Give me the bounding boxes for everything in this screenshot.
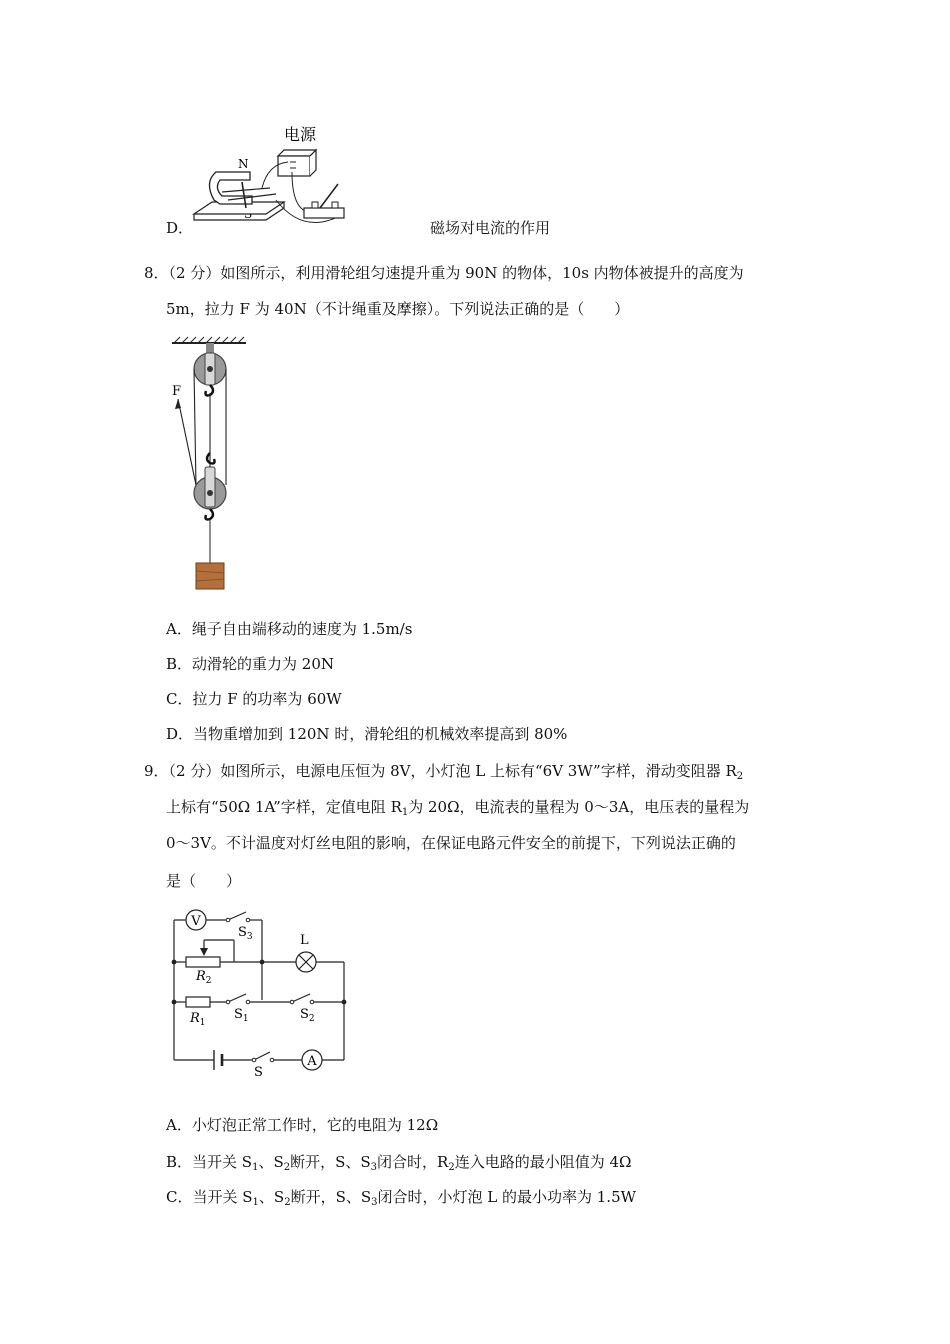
switch-s-blade xyxy=(254,1052,270,1060)
ammeter-label: A xyxy=(307,1054,317,1069)
n-pole-label: N xyxy=(238,157,249,171)
s3-label: $S_3$ xyxy=(238,925,253,942)
s1-label: $S_1$ xyxy=(234,1007,249,1024)
q9-stem-line3: 0～3V。不计温度对灯丝电阻的影响，在保证电路元件安全的前提下，下列说法正确的 xyxy=(166,834,736,852)
q9-option-a: A．小灯泡正常工作时，它的电阻为 12Ω xyxy=(166,1116,439,1134)
q8-stem-line2: 5m，拉力 F 为 40N（不计绳重及摩擦）。下列说法正确的是（ ） xyxy=(166,300,630,318)
power-label: 电源 xyxy=(284,125,317,144)
q7-option-d-letter: D． xyxy=(166,219,194,237)
r1-label: $R_1$ xyxy=(190,1011,206,1028)
q8-option-d: D．当物重增加到 120N 时，滑轮组的机械效率提高到 80% xyxy=(166,725,568,743)
switch-base xyxy=(304,208,344,218)
pulley-axle xyxy=(207,366,213,372)
q7-option-d-caption: 磁场对电流的作用 xyxy=(430,219,551,237)
force-arrow-head xyxy=(175,399,181,409)
q8-option-b: B．动滑轮的重力为 20N xyxy=(166,655,335,673)
switch-s1-blade xyxy=(228,994,246,1002)
lamp-label: L xyxy=(300,933,309,948)
switch-s2-blade xyxy=(292,994,310,1002)
q9-option-b: B．当开关 $S_1$、$S_2$断开，S、$S_3$闭合时，$R_2$连入电路的最小阻值为 4Ω xyxy=(166,1153,632,1173)
switch-s3-blade xyxy=(228,912,246,920)
pulley-frame xyxy=(205,467,215,507)
switch-clip xyxy=(312,202,318,208)
force-label: F xyxy=(172,384,182,399)
s-label: S xyxy=(254,1065,263,1080)
hook xyxy=(207,453,215,464)
s2-label: $S_2$ xyxy=(300,1007,315,1024)
power-box xyxy=(278,156,310,176)
circuit-diagram xyxy=(168,906,358,1080)
rail xyxy=(222,188,270,192)
hook xyxy=(206,509,214,520)
q9-option-c: C．当开关 $S_1$、$S_2$断开，S、$S_3$闭合时，小灯泡 L 的最小功率为 1.5W xyxy=(166,1188,637,1208)
pulley-axle xyxy=(207,490,213,496)
q9-stem-line4: 是（ ） xyxy=(166,872,242,890)
r2-label: $R_2$ xyxy=(196,969,212,986)
q9-stem-line2: 上标有“50Ω 1A”字样，定值电阻 $R_1$为 20Ω，电流表的量程为 0～3A，电压表的量程为 xyxy=(166,798,750,818)
pulley-figure xyxy=(164,335,254,595)
q8-option-c: C．拉力 F 的功率为 60W xyxy=(166,690,342,708)
force-arrow xyxy=(178,399,196,485)
hook xyxy=(206,385,214,396)
q8-stem-line1: 8．（2 分）如图所示，利用滑轮组匀速提升重为 90N 的物体，10s 内物体被提升的高度为 xyxy=(144,264,744,282)
resistor-r1 xyxy=(186,997,210,1007)
rope xyxy=(194,369,196,487)
load-block xyxy=(196,563,224,589)
wire xyxy=(292,172,308,212)
switch-clip xyxy=(332,202,338,208)
resistor-r2 xyxy=(186,957,220,967)
voltmeter-label: V xyxy=(191,914,201,929)
q8-option-a: A．绳子自由端移动的速度为 1.5m/s xyxy=(166,620,413,638)
motor-figure xyxy=(192,122,354,232)
q9-stem-line1: 9．（2 分）如图所示，电源电压恒为 8V，小灯泡 L 上标有“6V 3W”字样，滑动变阻器 $R_2$ xyxy=(144,762,744,782)
slider-arrow xyxy=(200,948,208,956)
